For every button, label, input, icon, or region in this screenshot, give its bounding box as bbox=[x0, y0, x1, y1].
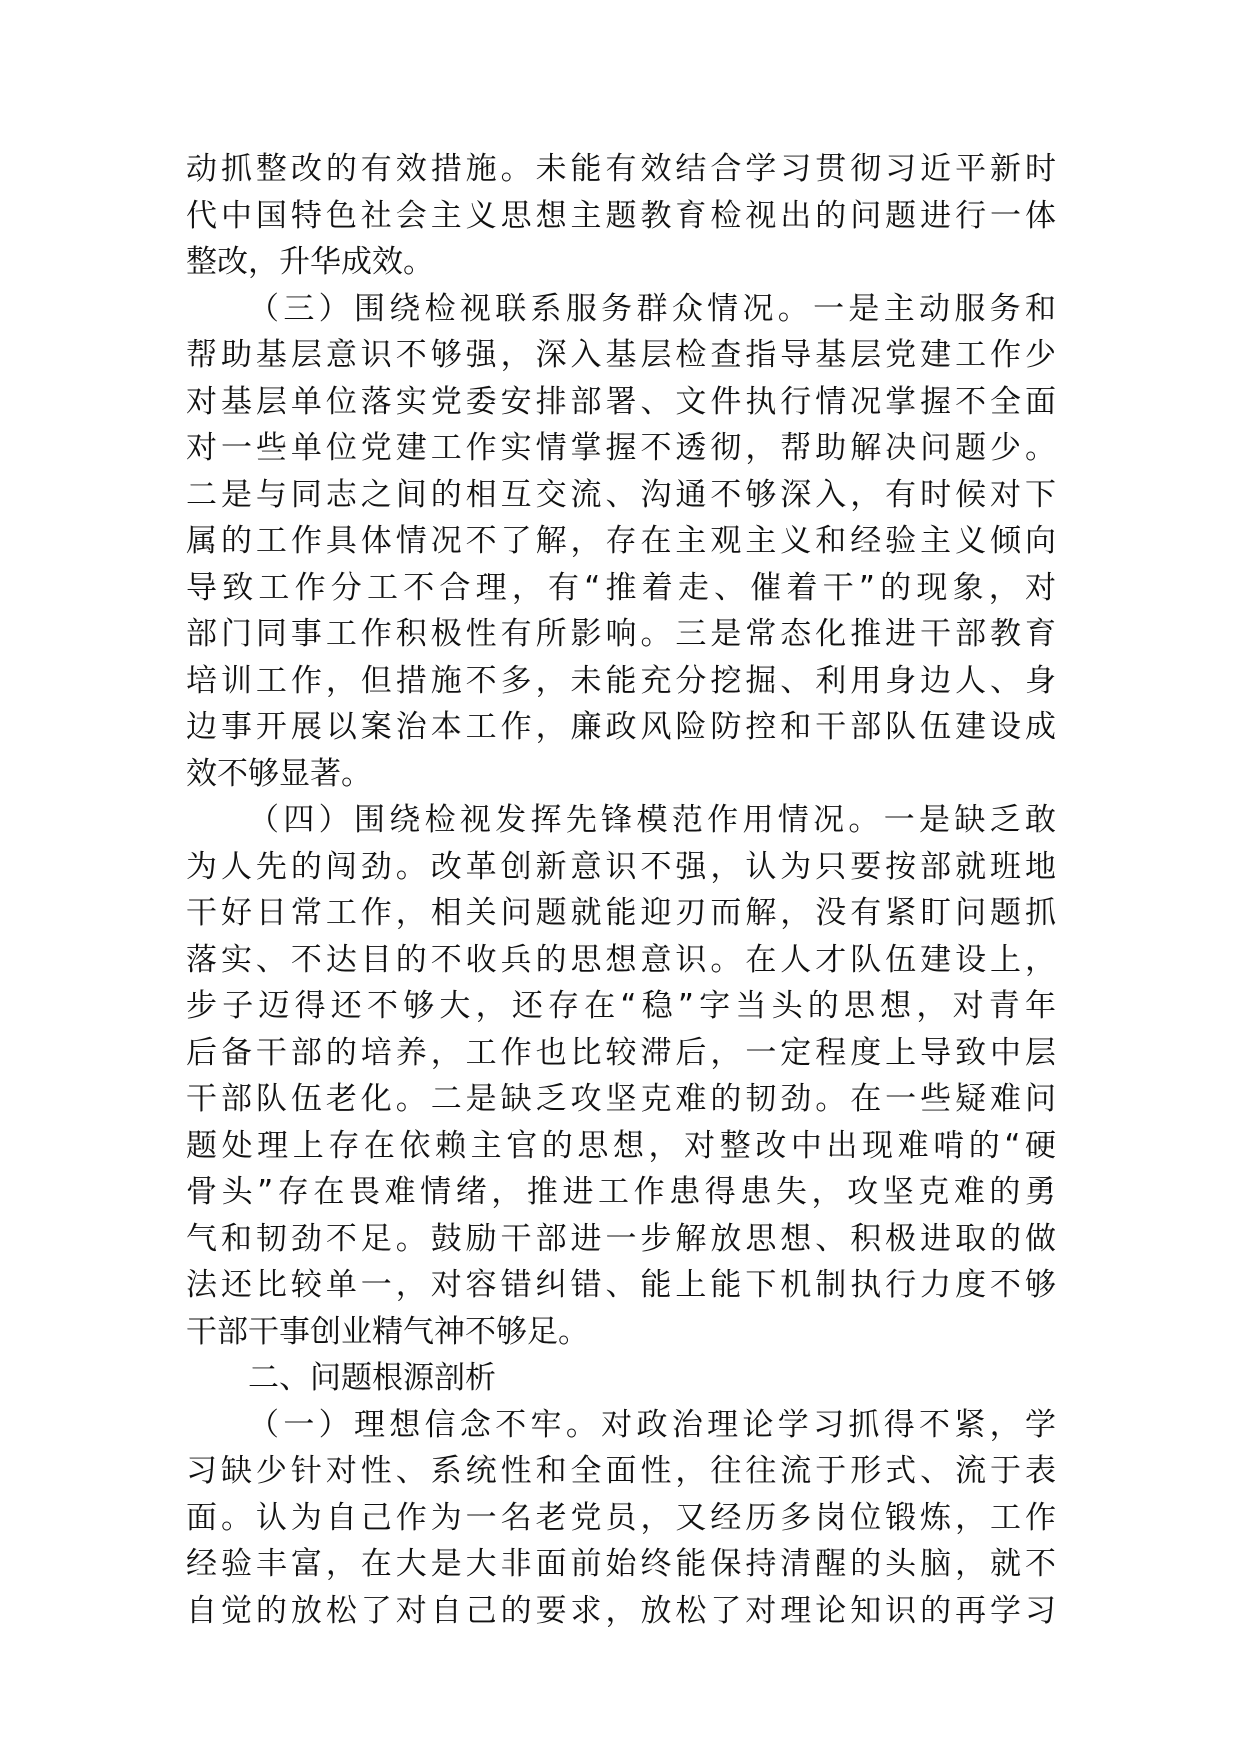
text-line: 部门同事工作积极性有所影响。三是常态化推进干部教育 bbox=[186, 616, 1056, 652]
text-line: 导致工作分工不合理，有“推着走、催着干”的现象，对 bbox=[186, 569, 1056, 606]
text-line: 整改，升华成效。 bbox=[186, 244, 434, 280]
text-line: 干部队伍老化。二是缺乏攻坚克难的韧劲。在一些疑难问 bbox=[186, 1081, 1056, 1117]
text-line: 干部干事创业精气神不够足。 bbox=[186, 1313, 589, 1350]
text-line: 属的工作具体情况不了解，存在主观主义和经验主义倾向 bbox=[186, 523, 1056, 559]
text-line: （四）围绕检视发挥先锋模范作用情况。一是缺乏敢 bbox=[248, 802, 1056, 838]
text-line: 习缺少针对性、系统性和全面性，往往流于形式、流于表 bbox=[186, 1453, 1056, 1489]
text-line: 二是与同志之间的相互交流、沟通不够深入，有时候对下 bbox=[186, 476, 1056, 513]
text-line: （一）理想信念不牢。对政治理论学习抓得不紧，学 bbox=[248, 1406, 1056, 1443]
text-line: 题处理上存在依赖主官的思想，对整改中出现难啃的“硬 bbox=[186, 1127, 1056, 1164]
text-line: 面。认为自己作为一名老党员，又经历多岗位锻炼，工作 bbox=[186, 1499, 1056, 1536]
text-line: 干好日常工作，相关问题就能迎刃而解，没有紧盯问题抓 bbox=[186, 895, 1056, 931]
text-line: 步子迈得还不够大，还存在“稳”字当头的思想，对青年 bbox=[186, 988, 1056, 1024]
document-page bbox=[186, 146, 1056, 1634]
text-line: 骨头”存在畏难情绪，推进工作患得患失，攻坚克难的勇 bbox=[186, 1174, 1056, 1210]
text-line: 边事开展以案治本工作，廉政风险防控和干部队伍建设成 bbox=[186, 709, 1056, 745]
text-line: 后备干部的培养，工作也比较滞后，一定程度上导致中层 bbox=[186, 1034, 1056, 1071]
text-line: 气和韧劲不足。鼓励干部进一步解放思想、积极进取的做 bbox=[186, 1220, 1056, 1257]
text-line: 法还比较单一，对容错纠错、能上能下机制执行力度不够 bbox=[186, 1267, 1056, 1303]
text-line: 对一些单位党建工作实情掌握不透彻，帮助解决问题少。 bbox=[186, 430, 1056, 466]
text-line: 效不够显著。 bbox=[186, 755, 372, 792]
text-line: 培训工作，但措施不多，未能充分挖掘、利用身边人、身 bbox=[186, 662, 1056, 699]
text-line: 动抓整改的有效措施。未能有效结合学习贯彻习近平新时 bbox=[186, 151, 1056, 187]
text-line: 落实、不达目的不收兵的思想意识。在人才队伍建设上， bbox=[186, 941, 1056, 978]
text-line: 对基层单位落实党委安排部署、文件执行情况掌握不全面 bbox=[186, 383, 1056, 420]
text-line: 为人先的闯劲。改革创新意识不强，认为只要按部就班地 bbox=[186, 848, 1056, 885]
text-line: 二、问题根源剖析 bbox=[248, 1360, 496, 1396]
text-line: （三）围绕检视联系服务群众情况。一是主动服务和 bbox=[248, 290, 1056, 327]
text-line: 经验丰富，在大是大非面前始终能保持清醒的头脑，就不 bbox=[186, 1546, 1056, 1582]
text-line: 帮助基层意识不够强，深入基层检查指导基层党建工作少 bbox=[186, 337, 1056, 373]
text-line: 自觉的放松了对自己的要求，放松了对理论知识的再学习 bbox=[186, 1592, 1056, 1629]
text-line: 代中国特色社会主义思想主题教育检视出的问题进行一体 bbox=[186, 197, 1056, 234]
